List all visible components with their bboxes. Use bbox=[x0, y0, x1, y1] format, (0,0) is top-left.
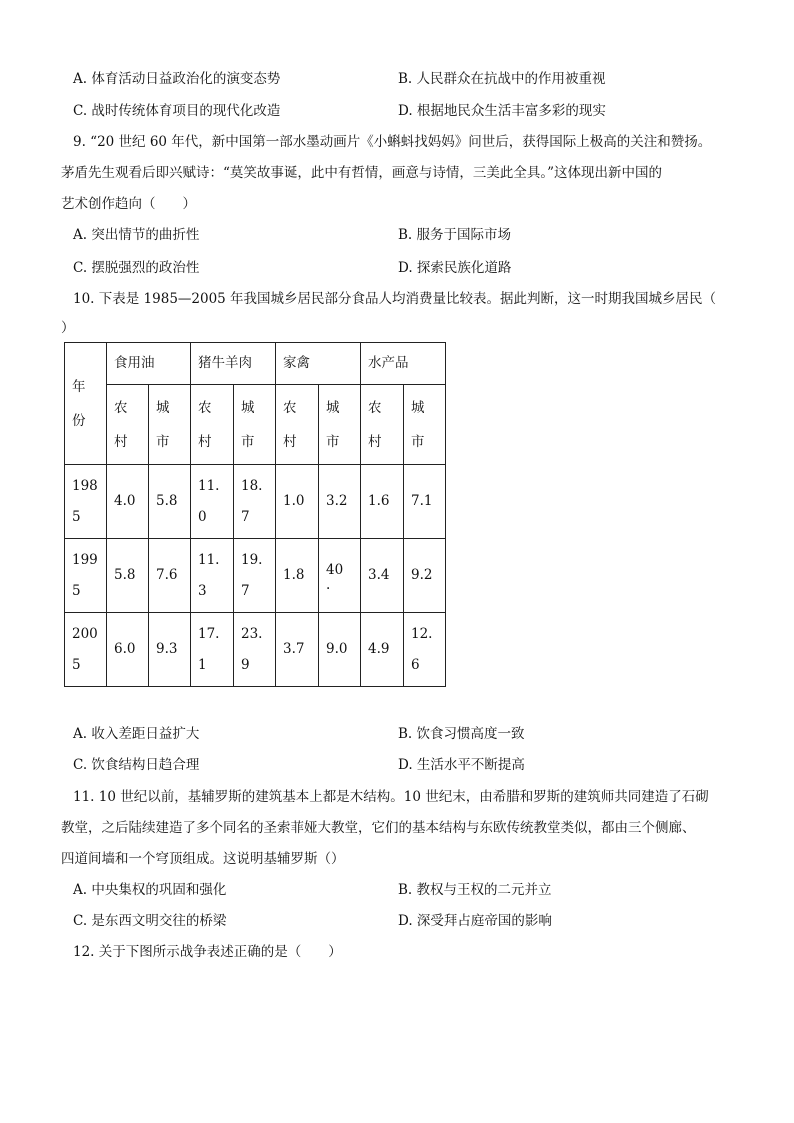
subheader-urban: 城 市 bbox=[319, 385, 361, 465]
q10-option-b: B. 饮食习惯高度一致 bbox=[398, 726, 525, 742]
header-aquatic: 水产品 bbox=[361, 343, 446, 385]
header-cooking-oil: 食用油 bbox=[107, 343, 191, 385]
subheader-urban: 城 市 bbox=[234, 385, 276, 465]
table-cell: 1.6 bbox=[361, 465, 404, 539]
table-cell: 7.6 bbox=[149, 539, 191, 613]
table-cell: 11. 0 bbox=[191, 465, 234, 539]
q11-option-d: D. 深受拜占庭帝国的影响 bbox=[398, 913, 552, 929]
q10-stem-line2: ） bbox=[61, 320, 75, 336]
year-header: 年 份 bbox=[65, 343, 107, 465]
q11-stem-line3: 四道间墙和一个穹顶组成。这说明基辅罗斯（） bbox=[61, 851, 345, 867]
row-year: 199 5 bbox=[65, 539, 107, 613]
q9-stem-line1: 9. “20 世纪 60 年代，新中国第一部水墨动画片《小蝌蚪找妈妈》问世后，获得国际上极高的关注和赞扬。 bbox=[73, 134, 712, 150]
table-row bbox=[65, 465, 446, 539]
table-cell: 7.1 bbox=[404, 465, 446, 539]
table-cell: 4.0 bbox=[107, 465, 149, 539]
q8-option-b: B. 人民群众在抗战中的作用被重视 bbox=[398, 71, 606, 87]
table-cell: 40 . bbox=[319, 539, 361, 613]
row-year: 200 5 bbox=[65, 613, 107, 687]
table-cell: 18. 7 bbox=[234, 465, 276, 539]
table-cell: 5.8 bbox=[107, 539, 149, 613]
q11-option-b: B. 教权与王权的二元并立 bbox=[398, 882, 552, 898]
subheader-rural: 农 村 bbox=[361, 385, 404, 465]
table-cell: 11. 3 bbox=[191, 539, 234, 613]
table-cell: 5.8 bbox=[149, 465, 191, 539]
q9-option-c: C. 摆脱强烈的政治性 bbox=[73, 260, 200, 276]
table-cell: 4.9 bbox=[361, 613, 404, 687]
table-row bbox=[65, 613, 446, 687]
table-cell: 1.0 bbox=[276, 465, 319, 539]
table-row bbox=[65, 539, 446, 613]
table-cell: 1.8 bbox=[276, 539, 319, 613]
q10-option-a: A. 收入差距日益扩大 bbox=[73, 726, 200, 742]
q9-stem-line3: 艺术创作趋向（ ） bbox=[61, 196, 196, 212]
q10-stem-line1: 10. 下表是 1985—2005 年我国城乡居民部分食品人均消费量比较表。据此判断，这一时期我国城乡居民（ bbox=[73, 291, 717, 307]
q11-stem-line2: 教堂，之后陆续建造了多个同名的圣索菲娅大教堂，它们的基本结构与东欧传统教堂类似，都由三个侧廊、 bbox=[61, 820, 696, 836]
row-year: 198 5 bbox=[65, 465, 107, 539]
q10-option-d: D. 生活水平不断提高 bbox=[398, 757, 525, 773]
q8-option-c: C. 战时传统体育项目的现代化改造 bbox=[73, 103, 281, 119]
q9-option-d: D. 探索民族化道路 bbox=[398, 260, 512, 276]
subheader-rural: 农 村 bbox=[276, 385, 319, 465]
table-cell: 23. 9 bbox=[234, 613, 276, 687]
table-cell: 9.3 bbox=[149, 613, 191, 687]
q8-option-a: A. 体育活动日益政治化的演变态势 bbox=[73, 71, 281, 87]
q9-option-a: A. 突出情节的曲折性 bbox=[73, 227, 200, 243]
table-cell: 3.4 bbox=[361, 539, 404, 613]
subheader-rural: 农 村 bbox=[191, 385, 234, 465]
q10-option-c: C. 饮食结构日趋合理 bbox=[73, 757, 200, 773]
q9-stem-line2: 茅盾先生观看后即兴赋诗：“莫笑故事诞，此中有哲情，画意与诗情，三美此全具。”这体现出新中国的 bbox=[61, 165, 663, 181]
q11-option-a: A. 中央集权的巩固和强化 bbox=[73, 882, 227, 898]
q11-stem-line1: 11. 10 世纪以前，基辅罗斯的建筑基本上都是木结构。10 世纪末，由希腊和罗斯的建筑师共同建造了石砌 bbox=[73, 789, 709, 805]
q9-option-b: B. 服务于国际市场 bbox=[398, 227, 512, 243]
table-cell: 3.7 bbox=[276, 613, 319, 687]
table-cell: 3.2 bbox=[319, 465, 361, 539]
header-meat: 猪牛羊肉 bbox=[191, 343, 276, 385]
table-cell: 6.0 bbox=[107, 613, 149, 687]
q11-option-c: C. 是东西文明交往的桥梁 bbox=[73, 913, 227, 929]
subheader-urban: 城 市 bbox=[149, 385, 191, 465]
q12-stem-line1: 12. 关于下图所示战争表述正确的是（ ） bbox=[73, 944, 342, 960]
q8-option-d: D. 根据地民众生活丰富多彩的现实 bbox=[398, 103, 606, 119]
table-cell: 19. 7 bbox=[234, 539, 276, 613]
food-consumption-table bbox=[64, 342, 446, 687]
subheader-urban: 城 市 bbox=[404, 385, 446, 465]
header-poultry: 家禽 bbox=[276, 343, 361, 385]
subheader-rural: 农 村 bbox=[107, 385, 149, 465]
table-cell: 9.2 bbox=[404, 539, 446, 613]
table-cell: 9.0 bbox=[319, 613, 361, 687]
table-cell: 17. 1 bbox=[191, 613, 234, 687]
table-cell: 12. 6 bbox=[404, 613, 446, 687]
